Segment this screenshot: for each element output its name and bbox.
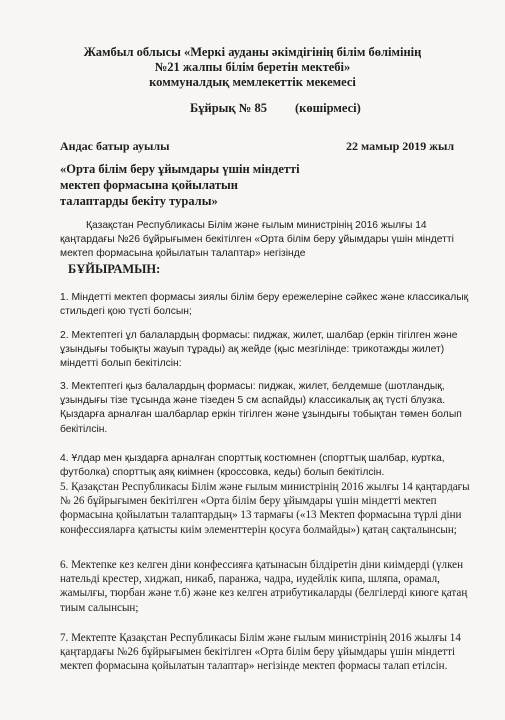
- order-item-2: 2. Мектептегі ұл балалардың формасы: пиджак, жилет, шалбар (еркін тігілген және ұзындығы тобықты жауып тұрады) ақ жейде (қыс мезгілінде: трикотажды жилет) міндетті болып бекітілсін:: [60, 330, 458, 370]
- order-item-4: 4. Ұлдар мен қыздарға арналған спорттық костюмнен (спорттық шалбар, куртка, футболка) спорттық аяқ киімнен (кроссовка, кеды) болып бекітілсін.: [60, 453, 445, 479]
- order-subject: «Орта білім беру ұйымдары үшін міндетті мектеп формасына қойылатын талаптарды бекіту туралы»: [60, 162, 300, 208]
- order-item-1: 1. Міндетті мектеп формасы зиялы білім беру ережелеріне сәйкес және классикалық стильдегі қою түсті болсын;: [60, 292, 469, 318]
- order-item-5: 5. Қазақстан Республикасы Білім және ғылым министрінің 2016 жылғы 14 қаңтардағы № 26 бұйрығымен бекітілген «Орта білім беру ұйымдары үшін міндетті мектеп формасына қойылатын талаптардың» 13 тармағы («13 Мектеп формасына түрлі діни конфессияларға қатысты киім элементтерін қосуға болмайды») қатаң сақталынсын;: [60, 481, 470, 536]
- order-item-6: 6. Мектепке кез келген діни конфессияға қатынасын білдіретін діни киімдерді (үлкен нательді крестер, хиджап, никаб, паранжа, чадра, иудейлік кипа, шляпа, орамал, жамылғы, тюрбан және т.б) және кез келген атрибутикаларды (белгілерді киюге қатаң тиым салынсын;: [60, 559, 468, 614]
- org-name-line-2: №21 жалпы білім беретін мектебі»: [154, 60, 351, 74]
- order-title: Бұйрық № 85: [190, 101, 267, 115]
- order-date: 22 мамыр 2019 жыл: [346, 139, 455, 153]
- order-word: БҰЙЫРАМЫН:: [68, 262, 161, 276]
- org-name-line-1: Жамбыл облысы «Меркі ауданы әкімдігінің білім бөлімінің: [83, 45, 422, 59]
- order-item-7: 7. Мектепте Қазақстан Республикасы Білім және ғылым министрінің 2016 жылғы 14 қаңтардағы №26 бұйрығымен бекітілген «Орта білім беру ұйымдары үшін міндетті мектеп формасына қойылатын талаптар» негізінде мектеп формасы талап етілсін.: [60, 632, 461, 673]
- org-name-line-3: коммуналдық мемлекеттік мекемесі: [149, 75, 356, 89]
- order-copy-mark: (көшірмесі): [295, 101, 361, 115]
- place-name: Андас батыр ауылы: [60, 139, 170, 153]
- order-item-3: 3. Мектептегі қыз балалардың формасы: пиджак, жилет, белдемше (шотландық, ұзындығы тізе тұсында және тізеден 5 см аспайды) классикалық ақ түсті блузка. Қыздарға арналған шалбарлар еркін тігілген және ұзындығы тобықтан төмен болып бекітілсін.: [60, 381, 462, 435]
- order-intro: Қазақстан Республикасы Білім және ғылым министрінің 2016 жылғы 14 қаңтардағы №26 бұйрығымен бекітілген «Орта білім беру ұйымдары үшін міндетті мектеп формасына қойылатын талаптар» негізінде: [60, 220, 454, 260]
